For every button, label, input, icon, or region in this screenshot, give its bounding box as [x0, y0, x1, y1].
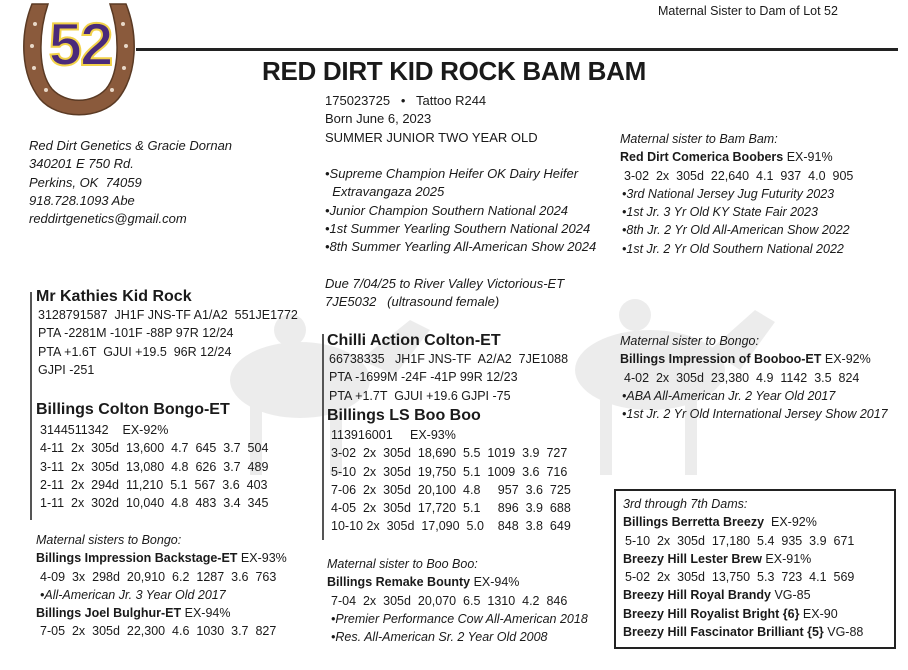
second-dam-registration: 113916001 EX-93%	[331, 428, 456, 442]
dam-details	[40, 421, 268, 512]
honor-item: •Supreme Champion Heifer OK Dairy Heifer	[325, 166, 579, 181]
bambam-sister-record: 3-02 2x 305d 22,640 4.1 937 4.0 905	[624, 168, 854, 183]
due-line: Due 7/04/25 to River Valley Victorious-ET	[325, 276, 565, 291]
later-dam-score: EX-92%	[764, 515, 817, 530]
consignor-line: Perkins, OK 74059	[29, 174, 142, 190]
consignor-email: reddirtgenetics@gmail.com	[29, 211, 187, 227]
sire-name: Mr Kathies Kid Rock	[36, 288, 192, 305]
consignor-line: Red Dirt Genetics & Gracie Dornan	[29, 138, 233, 153]
dam-record: 2-11 2x 294d 11,210 5.1 567 3.6 403	[40, 477, 268, 492]
second-dam-record: 10-10 2x 305d 17,090 5.0 848 3.8 649	[331, 519, 571, 534]
bambam-sister-honor: •1st Jr. 2 Yr Old Southern National 2022	[622, 241, 844, 256]
sire-line: GJPI -251	[38, 362, 95, 377]
due-info	[325, 275, 564, 312]
consignor-line: 918.728.1093 Abe	[29, 192, 135, 208]
boo-sister-record: 7-04 2x 305d 20,070 6.5 1310 4.2 846	[331, 593, 568, 608]
due-line: 7JE5032 (ultrasound female)	[325, 294, 500, 310]
dam-sire-name: Chilli Action Colton-ET	[327, 332, 501, 349]
sister-score: EX-94%	[181, 606, 231, 621]
later-dam-name: Breezy Hill Royal Brandy	[623, 588, 771, 603]
dam-sire-line: 66738335 JH1F JNS-TF A2/A2 7JE1088	[329, 352, 569, 366]
bambam-sister-honor: •3rd National Jersey Jug Futurity 2023	[622, 186, 835, 201]
later-dam-score: VG-88	[823, 625, 864, 640]
dam-record: 1-11 2x 302d 10,040 4.8 483 3.4 345	[40, 496, 269, 511]
honor-item: •8th Summer Yearling All-American Show 2024	[325, 239, 597, 255]
bambam-sister-header: Maternal sister to Bam Bam:	[620, 132, 778, 146]
bambam-sister-honor: •1st Jr. 3 Yr Old KY State Fair 2023	[622, 205, 818, 220]
sister-name: Billings Impression Backstage-ET	[36, 551, 238, 566]
dam-record: 3-11 2x 305d 13,080 4.8 626 3.7 489	[40, 459, 269, 474]
boo-sister-block	[327, 555, 588, 646]
dam-bracket	[30, 380, 32, 520]
sire-details	[38, 306, 298, 379]
consignor-line: 340201 E 750 Rd.	[29, 156, 134, 172]
sister-record: 7-05 2x 305d 22,300 4.6 1030 3.7 827	[40, 624, 277, 639]
lot-number: 52	[48, 11, 112, 78]
header-rule	[136, 48, 898, 51]
later-dams-header: 3rd through 7th Dams:	[623, 497, 748, 511]
sire-bracket	[30, 292, 32, 380]
sister-record: 4-09 3x 298d 20,910 6.2 1287 3.6 763	[40, 569, 277, 584]
second-dam-record: 5-10 2x 305d 19,750 5.1 1009 3.6 716	[331, 464, 568, 479]
later-dam-record: 5-02 2x 305d 13,750 5.3 723 4.1 569	[625, 570, 855, 585]
second-dam-name: Billings LS Boo Boo	[327, 407, 481, 424]
class-line: SUMMER JUNIOR TWO YEAR OLD	[325, 129, 538, 145]
dam-name: Billings Colton Bongo-ET	[36, 401, 230, 418]
later-dam-name: Breezy Hill Royalist Bright {6}	[623, 606, 800, 621]
later-dam-score: VG-85	[770, 588, 811, 603]
later-dam-name: Breezy Hill Fascinator Brilliant {5}	[623, 625, 824, 640]
dam-record: 4-11 2x 305d 13,600 4.7 645 3.7 504	[40, 441, 269, 456]
boo-sister-score: EX-94%	[470, 575, 520, 590]
second-dam-bracket	[322, 414, 324, 540]
honor-item: Extravangaza 2025	[325, 184, 445, 200]
lot-note: Maternal Sister to Dam of Lot 52	[658, 4, 838, 18]
dam-sire-details	[329, 350, 568, 405]
bongo-sister-block	[620, 332, 888, 423]
later-dam-name: Billings Berretta Breezy	[623, 515, 765, 530]
second-dam-record: 4-05 2x 305d 17,720 5.1 896 3.9 688	[331, 501, 571, 516]
page-title: RED DIRT KID ROCK BAM BAM	[262, 56, 646, 86]
honor-item: •1st Summer Yearling Southern National 2024	[325, 220, 591, 236]
dam-sisters-header: Maternal sisters to Bongo:	[36, 533, 182, 547]
consignor-block	[29, 137, 232, 228]
second-dam-record: 3-02 2x 305d 18,690 5.5 1019 3.9 727	[331, 446, 568, 461]
bongo-sister-score: EX-92%	[821, 352, 871, 367]
svg-text:3: 3	[265, 341, 299, 408]
registration-line: 175023725 • Tattoo R244	[325, 93, 487, 108]
boo-sister-name: Billings Remake Bounty	[327, 575, 471, 590]
bambam-sister-honor: •8th Jr. 2 Yr Old All-American Show 2022	[622, 223, 850, 238]
sister-name: Billings Joel Bulghur-ET	[36, 606, 182, 621]
second-dam-details	[331, 426, 571, 536]
sire-line: PTA +1.6T GJUI +19.5 96R 12/24	[38, 344, 232, 359]
bongo-sister-header: Maternal sister to Bongo:	[620, 334, 759, 348]
bongo-sister-name: Billings Impression of Booboo-ET	[620, 352, 822, 367]
bambam-sister-score: EX-91%	[783, 150, 833, 165]
birth-date: Born June 6, 2023	[325, 111, 432, 127]
bongo-sister-record: 4-02 2x 305d 23,380 4.9 1142 3.5 824	[624, 370, 860, 385]
sire-line: 3128791587 JH1F JNS-TF A1/A2 551JE1772	[38, 308, 298, 322]
animal-info	[325, 92, 538, 147]
honors-list	[325, 165, 596, 256]
bongo-sister-honor: •ABA All-American Jr. 2 Year Old 2017	[622, 388, 836, 403]
sister-honor: •All-American Jr. 3 Year Old 2017	[40, 587, 226, 602]
boo-sister-honor: •Res. All-American Sr. 2 Year Old 2008	[331, 630, 548, 645]
boo-sister-honor: •Premier Performance Cow All-American 2018	[331, 611, 588, 626]
honor-item: •Junior Champion Southern National 2024	[325, 202, 569, 218]
sister-score: EX-93%	[237, 551, 287, 566]
dam-sire-line: PTA +1.7T GJUI +19.6 GJPI -75	[329, 388, 511, 403]
dam-sire-bracket	[322, 334, 324, 414]
bambam-sister-block	[620, 130, 853, 258]
bambam-sister-name: Red Dirt Comerica Boobers	[620, 150, 784, 165]
later-dam-record: 5-10 2x 305d 17,180 5.4 935 3.9 671	[625, 533, 855, 548]
dam-sire-line: PTA -1699M -24F -41P 99R 12/23	[329, 370, 518, 385]
sire-line: PTA -2281M -101F -88P 97R 12/24	[38, 326, 234, 341]
boo-sister-header: Maternal sister to Boo Boo:	[327, 557, 478, 571]
dam-sisters-block	[36, 531, 287, 641]
later-dam-score: EX-90	[799, 606, 838, 621]
second-dam-record: 7-06 2x 305d 20,100 4.8 957 3.6 725	[331, 482, 571, 497]
later-dam-name: Breezy Hill Lester Brew	[623, 551, 762, 566]
dam-registration: 3144511342 EX-92%	[40, 423, 169, 437]
bongo-sister-honor: •1st Jr. 2 Yr Old International Jersey Show 2017	[622, 407, 888, 422]
later-dams-block	[623, 495, 863, 641]
later-dam-score: EX-91%	[761, 551, 812, 566]
